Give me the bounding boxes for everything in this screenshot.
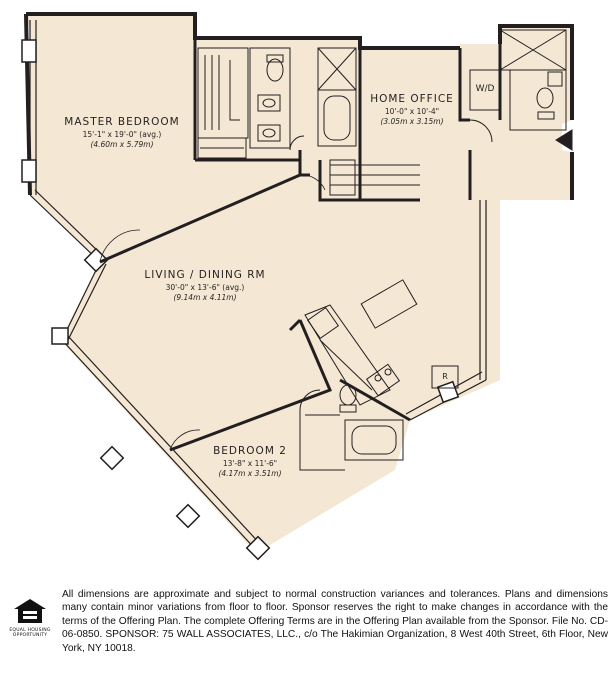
- bedroom-2-name: BEDROOM 2: [213, 445, 287, 457]
- bedroom-2-metric: (4.17m x 3.51m): [218, 469, 282, 478]
- bedroom-2-dims: 13'-8" x 11'-6": [222, 459, 278, 468]
- living-dining-dims: 30'-0" x 13'-6" (avg.): [165, 283, 245, 292]
- equal-housing-caption-line1: EQUAL HOUSING: [9, 628, 51, 633]
- equal-housing-icon: [13, 598, 47, 624]
- home-office-name: HOME OFFICE: [370, 93, 454, 105]
- living-dining-name: LIVING / DINING RM: [144, 269, 266, 281]
- master-bedroom-name: MASTER BEDROOM: [64, 116, 180, 128]
- master-bedroom-dims: 15'-1" x 19'-0" (avg.): [82, 130, 162, 139]
- master-bedroom-label: [52, 116, 192, 149]
- equal-housing-logo: [8, 598, 52, 638]
- living-dining-metric: (9.14m x 4.11m): [173, 293, 237, 302]
- disclaimer-text: All dimensions are approximate and subject to normal construction variances and tolerances. Plans and dimensions many contain minor variations from floor to floor. Sponsor reserves the right to make changes in accordance with the terms of the Offering Plan. The complete Offering Terms are in the Offering Plan available from the Sponsor. File No. CD-06-0850. SPONSOR: 75 WALL ASSOCIATES, LLC., c/o The Hakimian Organization, 8 West 40th Street, 6th Floor, New York, NY 10018.: [62, 589, 608, 654]
- equal-housing-caption: [8, 628, 52, 638]
- home-office-metric: (3.05m x 3.15m): [380, 117, 444, 126]
- home-office-label: [350, 93, 474, 126]
- bedroom-2-label: [190, 445, 310, 478]
- master-bedroom-metric: (4.60m x 5.79m): [90, 140, 154, 149]
- washer-dryer-label: W/D: [475, 84, 495, 94]
- refrigerator-label: R: [442, 372, 448, 381]
- equal-housing-caption-line2: OPPORTUNITY: [12, 633, 48, 639]
- living-dining-label: [130, 269, 280, 302]
- home-office-dims: 10'-0" x 10'-4": [384, 107, 440, 116]
